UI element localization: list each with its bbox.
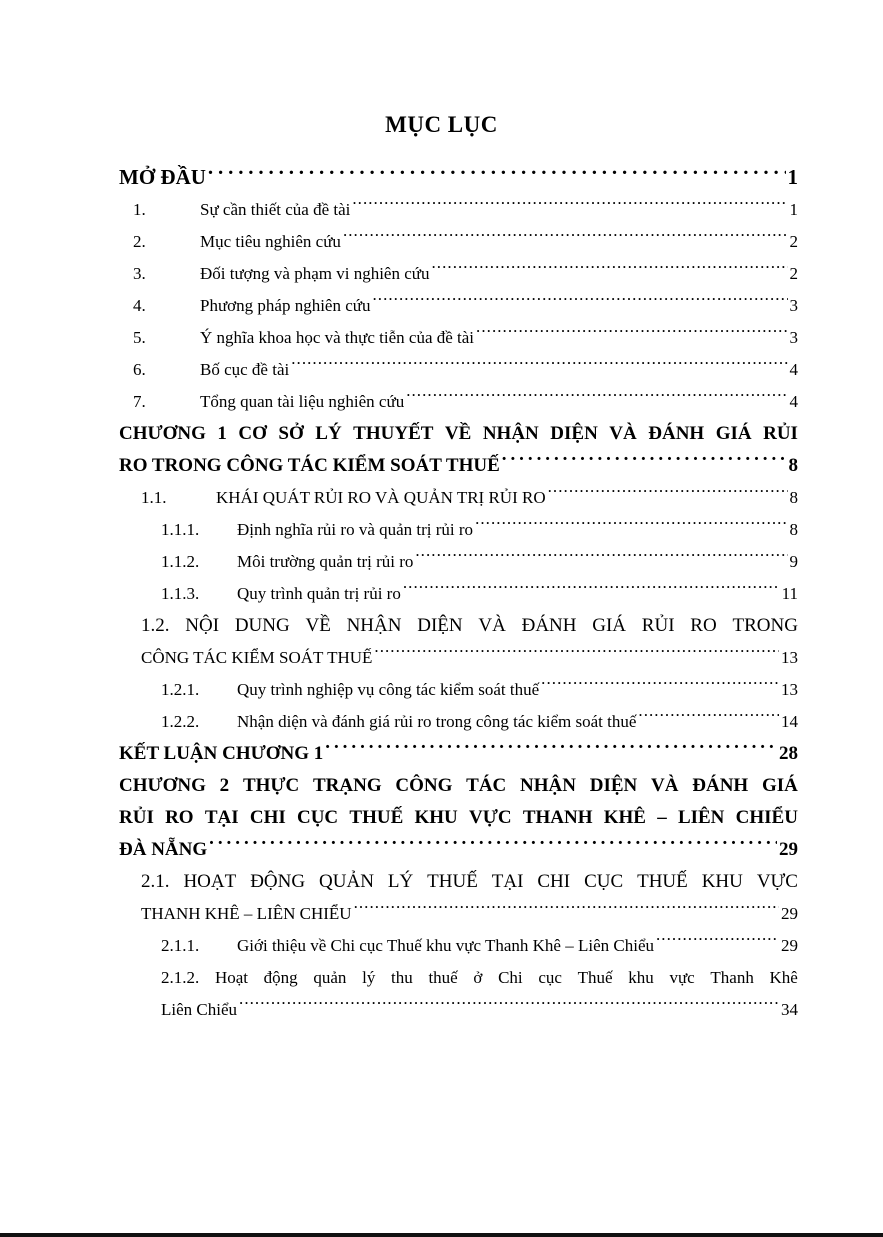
word: QUẢN	[319, 871, 374, 892]
word: ĐỘNG	[250, 871, 306, 892]
word: NHẬN	[346, 615, 402, 636]
word: vực	[669, 968, 695, 987]
toc-entry-number: 2.1.1.	[161, 936, 200, 955]
dot-leader	[343, 230, 788, 247]
toc-entry-page: 2	[789, 232, 798, 251]
dot-leader	[354, 902, 779, 919]
toc-entry-1-1-2[interactable]	[119, 546, 798, 578]
word: NHẬN	[482, 423, 539, 444]
toc-entry-page: 9	[789, 552, 798, 571]
toc-entry-1-2-1[interactable]	[119, 674, 798, 706]
toc-entry-line	[119, 770, 798, 802]
word: 1	[217, 423, 227, 444]
word: THUẾ	[349, 807, 404, 828]
toc-entry-label: THANH KHÊ – LIÊN CHIỂU	[141, 904, 352, 923]
word: VÀ	[651, 775, 679, 796]
word: VÀ	[609, 423, 637, 444]
toc-entry-label: Môi trường quản trị rủi ro	[237, 552, 414, 571]
toc-entry-1-1[interactable]	[119, 482, 798, 514]
toc-entry-2-1[interactable]	[119, 866, 798, 930]
word: CHƯƠNG	[119, 423, 206, 444]
word: VỰC	[756, 871, 798, 892]
toc-entry-label: Tổng quan tài liệu nghiên cứu	[200, 392, 405, 411]
word: HOẠT	[183, 871, 237, 892]
toc-entry-line	[141, 642, 798, 674]
toc-list	[119, 160, 798, 1026]
toc-entry-number: 1.2.2.	[161, 712, 200, 731]
dot-leader	[548, 486, 788, 503]
word: khu	[628, 968, 654, 987]
word: KHÊ	[603, 807, 646, 828]
toc-entry-6[interactable]	[119, 354, 798, 386]
toc-entry-label: Sự cần thiết của đề tài	[200, 200, 351, 219]
toc-entry-number: 1.1.1.	[161, 520, 200, 539]
toc-entry-line	[141, 610, 798, 642]
word: động	[263, 968, 298, 987]
word: VỰC	[469, 807, 512, 828]
dot-leader	[638, 710, 779, 727]
word: quản	[313, 968, 347, 987]
word: 1.2.	[141, 615, 170, 636]
word: CƠ	[238, 423, 267, 444]
word: NỘI	[185, 615, 220, 636]
toc-entry-line	[119, 834, 798, 866]
toc-entry-label: RO TRONG CÔNG TÁC KIỂM SOÁT THUẾ	[119, 455, 500, 476]
toc-entry-number: 5.	[133, 328, 146, 347]
word: DIỆN	[589, 775, 638, 796]
toc-entry-page: 14	[781, 712, 798, 731]
toc-entry-chapter-1[interactable]	[119, 418, 798, 482]
toc-entry-number: 1.1.3.	[161, 584, 200, 603]
word: LÝ	[387, 871, 414, 892]
word: CỤC	[584, 871, 624, 892]
word: RO	[165, 807, 194, 828]
toc-entry-1[interactable]	[119, 194, 798, 226]
dot-leader	[372, 294, 787, 311]
toc-entry-number: 1.1.2.	[161, 552, 200, 571]
toc-entry-page: 4	[789, 392, 798, 411]
word: Thuế	[577, 968, 613, 987]
toc-entry-2-1-2[interactable]	[119, 962, 798, 1026]
dot-leader	[352, 198, 787, 215]
word: Khê	[769, 968, 798, 987]
toc-entry-intro[interactable]	[119, 160, 798, 194]
toc-entry-1-2[interactable]	[119, 610, 798, 674]
toc-entry-page: 29	[781, 936, 798, 955]
toc-entry-label: Nhận diện và đánh giá rủi ro trong công tác kiểm soát thuế	[237, 712, 637, 731]
word: VỀ	[305, 615, 331, 636]
toc-title: MỤC LỤC	[385, 112, 498, 137]
word: NHẬN	[520, 775, 576, 796]
dot-leader	[291, 358, 787, 375]
toc-entry-label: ĐÀ NẴNG	[119, 839, 208, 860]
word: GIÁ	[761, 775, 798, 796]
word: DUNG	[234, 615, 290, 636]
toc-entry-page: 13	[781, 648, 798, 667]
word: –	[657, 807, 667, 828]
toc-entry-label: Quy trình quản trị rủi ro	[237, 584, 401, 603]
toc-entry-line	[161, 962, 798, 994]
word: 2.1.	[141, 871, 170, 892]
toc-entry-label: KHÁI QUÁT RỦI RO VÀ QUẢN TRỊ RỦI RO	[216, 488, 546, 507]
dot-leader	[432, 262, 788, 279]
dot-leader	[541, 678, 779, 695]
word: TRẠNG	[313, 775, 382, 796]
word: CÔNG	[395, 775, 453, 796]
toc-entry-chapter-2[interactable]	[119, 770, 798, 866]
word: TẠI	[491, 871, 524, 892]
toc-entry-page: 8	[789, 520, 798, 539]
dot-leader	[476, 326, 787, 343]
toc-entry-label: CÔNG TÁC KIỂM SOÁT THUẾ	[141, 648, 373, 667]
word: DIỆN	[417, 615, 463, 636]
word: GIÁ	[592, 615, 627, 636]
toc-entry-number: 1.	[133, 200, 146, 219]
toc-entry-page: 29	[779, 839, 798, 860]
toc-entry-page: 4	[789, 360, 798, 379]
toc-entry-4[interactable]	[119, 290, 798, 322]
dot-leader	[502, 452, 787, 471]
word: TẠI	[204, 807, 239, 828]
word: ĐÁNH	[521, 615, 577, 636]
dot-leader	[208, 163, 786, 184]
word: RO	[690, 615, 717, 636]
toc-entry-label: Liên Chiểu	[161, 1000, 238, 1019]
word: CHIỂU	[735, 807, 798, 828]
word: DIỆN	[550, 423, 598, 444]
word: LÝ	[315, 423, 342, 444]
word: lý	[362, 968, 376, 987]
word: LIÊN	[677, 807, 725, 828]
toc-entry-label: Phương pháp nghiên cứu	[200, 296, 371, 315]
dot-leader	[374, 646, 779, 663]
word: GIÁ	[715, 423, 752, 444]
toc-entry-label: Định nghĩa rủi ro và quản trị rủi ro	[237, 520, 474, 539]
word: RỦI	[119, 807, 154, 828]
dot-leader	[656, 934, 779, 951]
toc-entry-page: 8	[788, 455, 798, 476]
word: THANH	[522, 807, 593, 828]
word: cục	[538, 968, 562, 987]
word: thuế	[428, 968, 458, 987]
word: TÁC	[466, 775, 507, 796]
word: ĐÁNH	[692, 775, 749, 796]
toc-entry-label: Ý nghĩa khoa học và thực tiễn của đề tài	[200, 328, 475, 347]
toc-entry-number: 6.	[133, 360, 146, 379]
toc-entry-page: 1	[787, 165, 798, 189]
word: KHU	[414, 807, 458, 828]
dot-leader	[403, 582, 780, 599]
word: VỀ	[444, 423, 472, 444]
word: VÀ	[478, 615, 506, 636]
word: THUẾ	[427, 871, 478, 892]
toc-entry-page: 2	[789, 264, 798, 283]
toc-entry-1-1-1[interactable]	[119, 514, 798, 546]
toc-entry-page: 28	[779, 743, 798, 764]
toc-entry-number: 2.	[133, 232, 146, 251]
toc-entry-conclusion-1[interactable]	[119, 738, 798, 770]
toc-entry-label: MỞ ĐẦU	[119, 165, 206, 189]
toc-entry-label: Quy trình nghiệp vụ công tác kiểm soát thuế	[237, 680, 540, 699]
dot-leader	[415, 550, 787, 567]
dot-leader	[325, 740, 777, 759]
toc-entry-line	[119, 418, 798, 450]
word: ĐÁNH	[648, 423, 705, 444]
dot-leader	[239, 998, 779, 1015]
word: Thanh	[710, 968, 754, 987]
word: TRONG	[732, 615, 798, 636]
word: 2	[219, 775, 230, 796]
word: Hoạt	[214, 968, 248, 987]
toc-entry-number: 4.	[133, 296, 146, 315]
toc-entry-page: 13	[781, 680, 798, 699]
dot-leader	[475, 518, 787, 535]
word: CHI	[249, 807, 286, 828]
toc-entry-label: Đối tượng và phạm vi nghiên cứu	[200, 264, 430, 283]
word: Chi	[498, 968, 523, 987]
toc-entry-page: 1	[789, 200, 798, 219]
toc-entry-number: 7.	[133, 392, 146, 411]
word: KHU	[701, 871, 743, 892]
toc-entry-label: Giới thiệu về Chi cục Thuế khu vực Thanh Khê – Liên Chiểu	[237, 936, 654, 955]
word: 2.1.2.	[161, 968, 200, 987]
toc-entry-line	[119, 802, 798, 834]
toc-entry-page: 29	[781, 904, 798, 923]
toc-entry-2[interactable]	[119, 226, 798, 258]
toc-entry-line	[141, 898, 798, 930]
word: thu	[391, 968, 413, 987]
word: RỦI	[641, 615, 675, 636]
word: CHƯƠNG	[119, 775, 206, 796]
toc-entry-page: 11	[781, 584, 798, 603]
toc-entry-label: Mục tiêu nghiên cứu	[200, 232, 341, 251]
toc-entry-page: 3	[789, 328, 798, 347]
dot-leader	[209, 836, 777, 855]
word: THUYẾT	[353, 423, 434, 444]
toc-entry-number: 1.1.	[141, 488, 167, 507]
toc-entry-page: 8	[789, 488, 798, 507]
toc-entry-label: KẾT LUẬN CHƯƠNG 1	[119, 743, 324, 764]
toc-entry-line	[141, 866, 798, 898]
toc-entry-line	[119, 450, 798, 482]
toc-entry-page: 3	[789, 296, 798, 315]
word: SỞ	[278, 423, 304, 444]
word: CHI	[537, 871, 571, 892]
word: RỦI	[763, 423, 798, 444]
toc-entry-7[interactable]	[119, 386, 798, 418]
word: CỤC	[296, 807, 339, 828]
toc-entry-2-1-1[interactable]	[119, 930, 798, 962]
dot-leader	[406, 390, 787, 407]
toc-entry-page: 34	[781, 1000, 798, 1019]
toc-entry-1-1-3[interactable]	[119, 578, 798, 610]
word: THỰC	[242, 775, 300, 796]
toc-entry-1-2-2[interactable]	[119, 706, 798, 738]
toc-entry-label: Bố cục đề tài	[200, 360, 290, 379]
toc-entry-3[interactable]	[119, 258, 798, 290]
page-bottom-border	[0, 1233, 883, 1237]
word: ở	[473, 968, 483, 987]
toc-entry-5[interactable]	[119, 322, 798, 354]
toc-entry-number: 3.	[133, 264, 146, 283]
word: THUẾ	[637, 871, 688, 892]
toc-entry-line	[161, 994, 798, 1026]
toc-entry-number: 1.2.1.	[161, 680, 200, 699]
